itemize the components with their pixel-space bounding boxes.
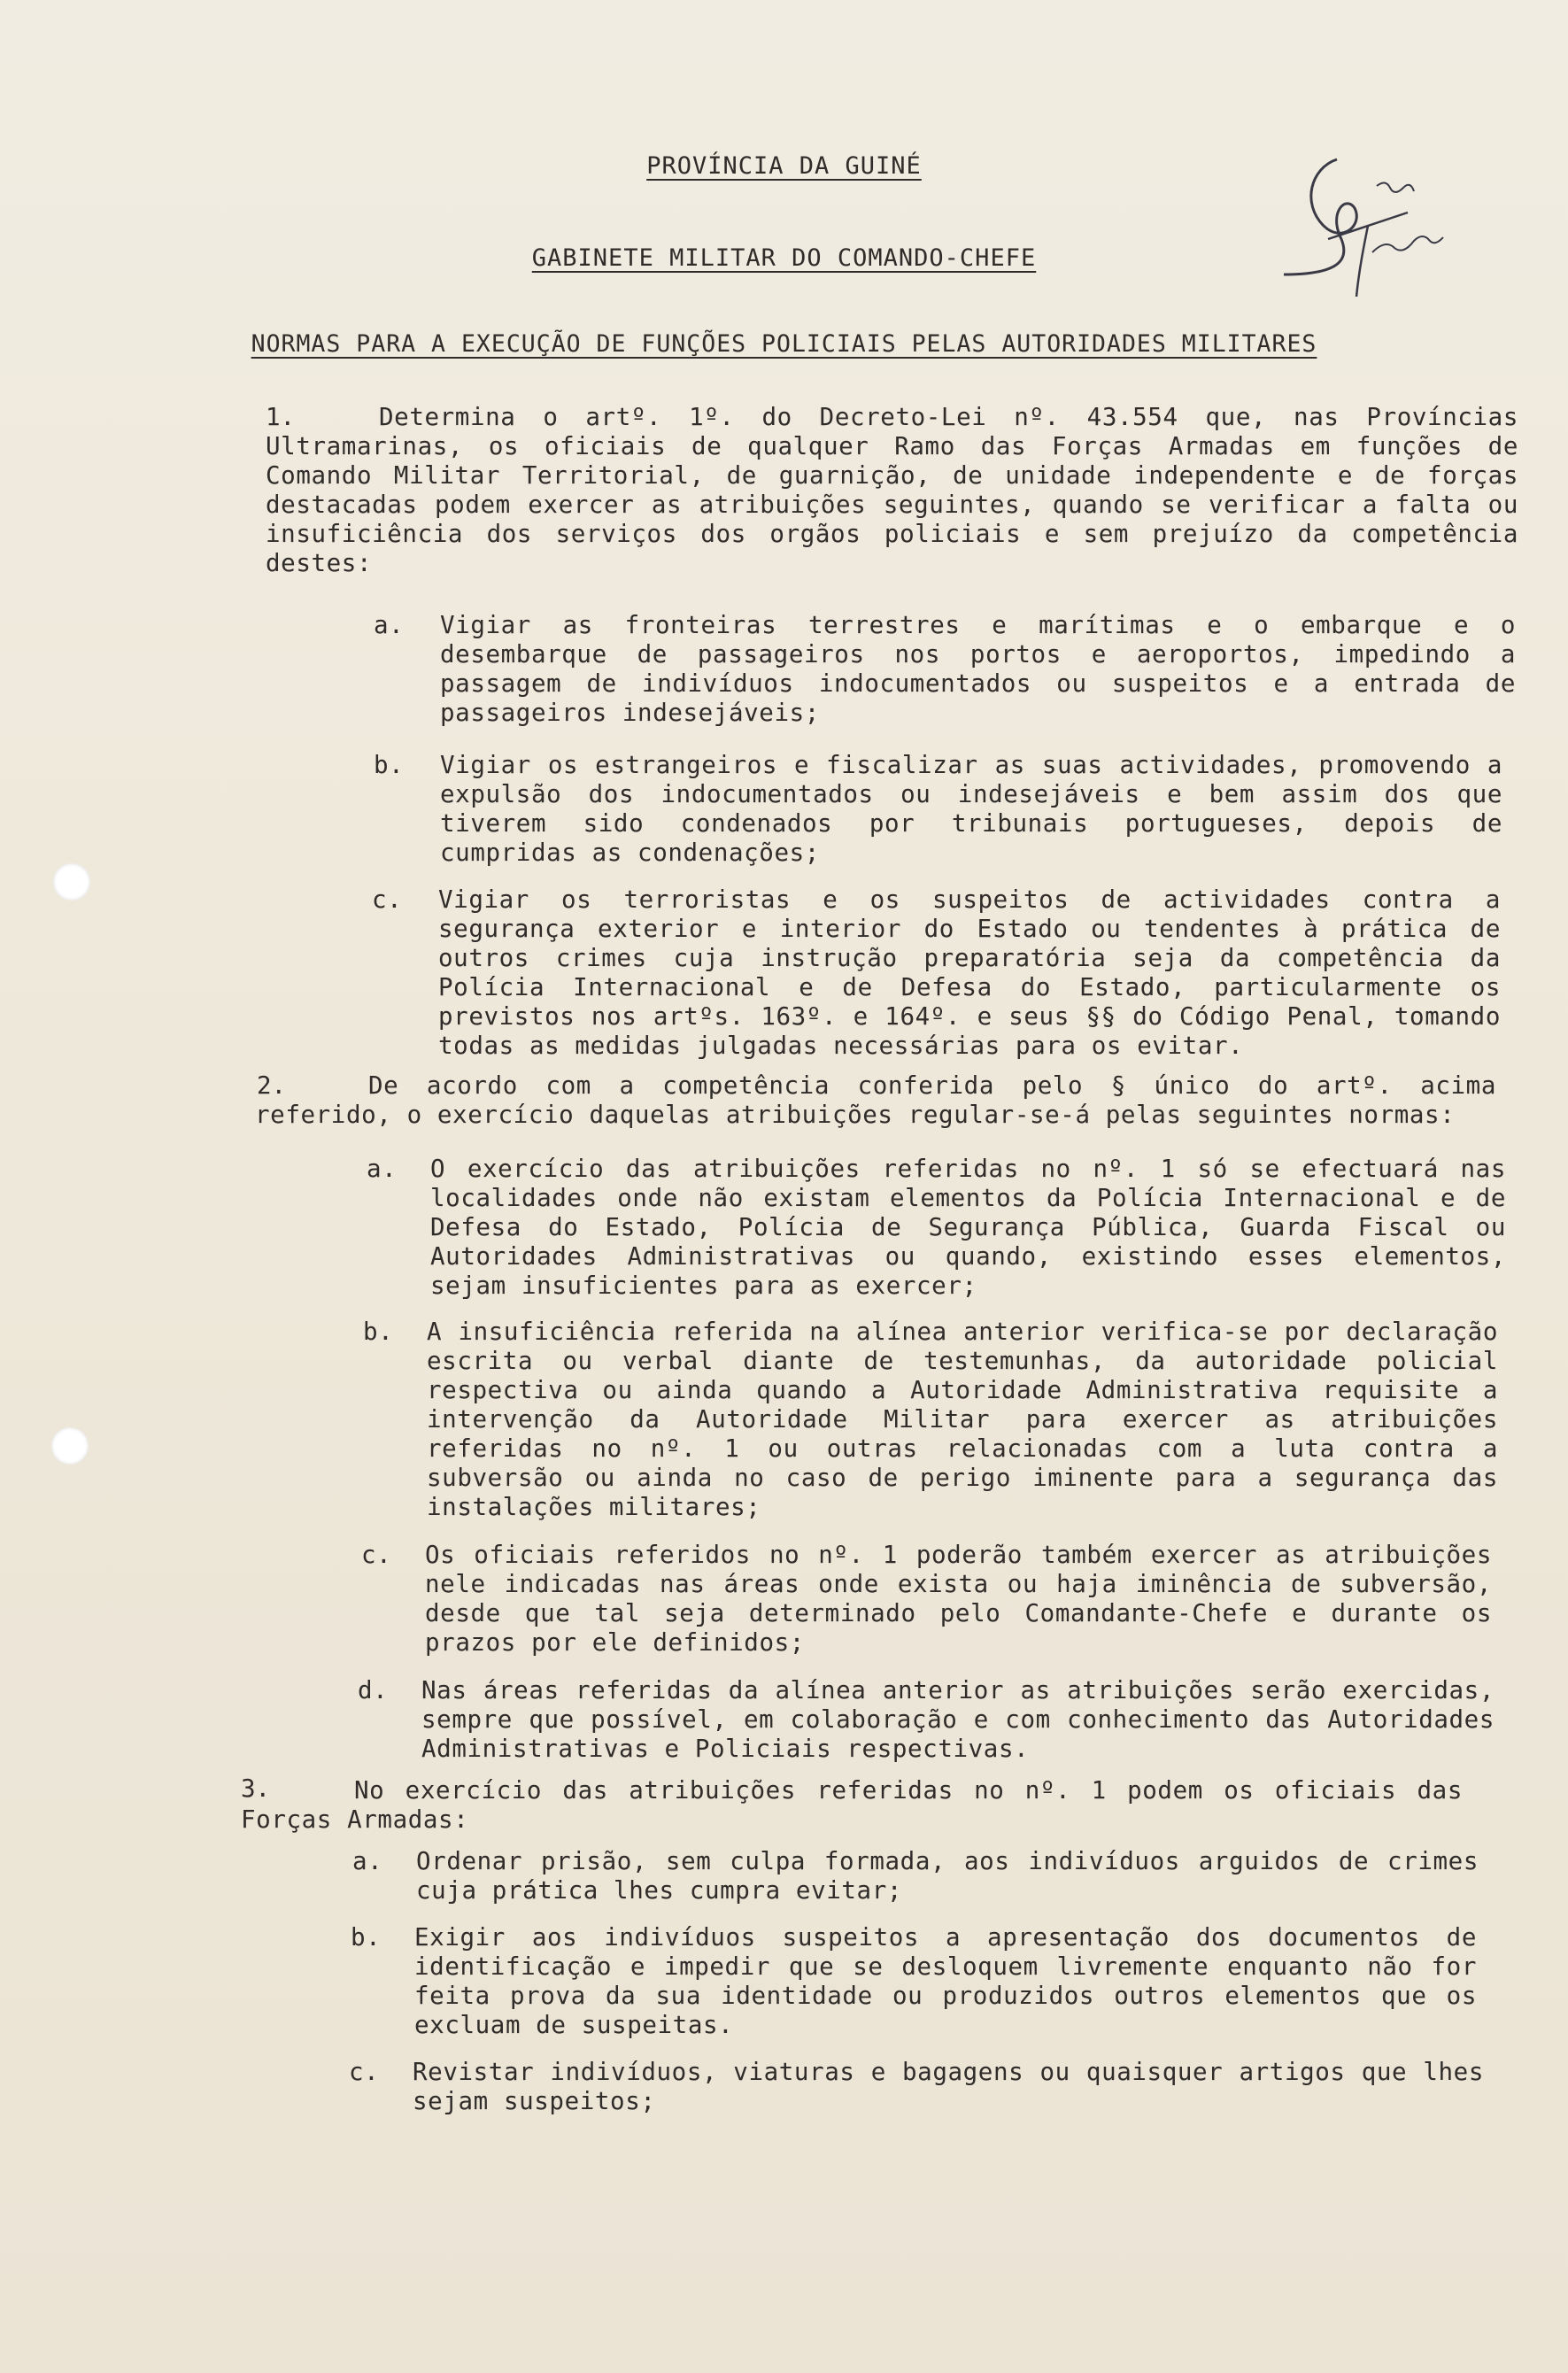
punch-hole	[53, 863, 90, 901]
section-2-number: 2.	[257, 1071, 287, 1100]
document-page: PROVÍNCIA DA GUINÉ GABINETE MILITAR DO COMANDO-CHEFE NORMAS PARA A EXECUÇÃO DE FUNÇÕES POLICIAIS PELAS AUTORIDADES MILITARES 1. Determina o artº. 1º. do Decreto-Lei nº. 43.554 que, nas Províncias Ultramarinas, os oficiais de qualquer Ramo das Forças Armadas em funções de Comando Militar Territorial, de guarnição, de unidade independente e de forças destacadas podem exercer as atribuições seguintes, quando se verificar a falta ou insuficiência dos serviços dos orgãos policiais e sem prejuízo da competência destes: a. Vigiar as fronteiras terrestres e marítimas e o embarque e o desembarque de passageiros nos portos e aeroportos, impedindo a passagem de indivíduos indocumentados ou suspeitos e a entrada de passageiros indesejáveis; b. Vigiar os estrangeiros e fiscalizar as suas actividades, promovendo a expulsão dos indocumentados ou indesejáveis e bem assim dos que tiverem sido condenados por tribunais portugueses, depois de cumpridas as condenações; c. Vigiar os terroristas e os suspeitos de actividades contra a segurança exterior e interior do Estado ou tendentes à prática de outros crimes cuja instrução preparatória seja da competência da Polícia Internacional e de Defesa do Estado, particularmente os previstos nos artºs. 163º. e 164º. e seus §§ do Código Penal, tomando todas as medidas julgadas necessárias para os evitar. 2. De acordo com a competência conferida pelo § único do artº. acima referido, o exercício daquelas atribuições regular-se-á pelas seguintes normas: a. O exercício das atribuições referidas no nº. 1 só se efectuará nas localidades onde não existam elementos da Polícia Internacional e de Defesa do Estado, Polícia de Segurança Pública, Guarda Fiscal ou Autoridades Administrativas ou quando, existindo esses elementos, sejam insuficientes para as exercer; b. A insuficiência referida na alínea anterior verifica-se por declaração escrita ou verbal diante de testemunhas, da autoridade policial respectiva ou ainda quando a Autoridade Administrativa requisite a intervenção da Autoridade Militar para exercer as atribuições referidas no nº. 1 ou outras relacionadas com a luta contra a subversão ou ainda no caso de perigo iminente para a segurança das instalações militares; c. Os oficiais referidos no nº. 1 poderão também exercer as atribuições nele indicadas nas áreas onde exista ou haja iminência de subversão, desde que tal seja determinado pelo Comandante-Chefe e durante os prazos por ele definidos; d. Nas áreas referidas da alínea anterior as atribuições serão exercidas, sempre que possível, em colaboração e com conhecimento das Autoridades Administrativas e Policiais respectivas. 3. No exercício das atribuições referidas no nº. 1 podem os oficiais das Forças Armadas: a. Ordenar prisão, sem culpa formada, aos indivíduos arguidos de crimes cuja prática lhes cumpra evitar; b. Exigir aos indivíduos suspeitos a apresentação dos documentos de identificação e impedir que se desloquem livremente enquanto não for feita prova da sua identidade ou produzidos outros elementos que os excluam de suspeitas. c. Revistar indivíduos, viaturas e bagagens ou quaisquer artigos que lhes sejam suspeitos;	[0, 0, 1568, 2373]
section-1-number: 1.	[266, 403, 296, 431]
section-3-number: 3.	[241, 1774, 271, 1803]
section-3-intro: No exercício das atribuições referidas no nº. 1 podem os oficiais das Forças Armadas:	[241, 1776, 1463, 1834]
section-1-intro: Determina o artº. 1º. do Decreto-Lei nº. 43.554 que, nas Províncias Ultramarinas, os oficiais de qualquer Ramo das Forças Armadas em funções de Comando Militar Territorial, de guarnição, de unidade independente e de forças destacadas podem exercer as atribuições seguintes, quando se verificar a falta ou insuficiência dos serviços dos orgãos policiais e sem prejuízo da competência destes:	[266, 403, 1518, 577]
office-heading: GABINETE MILITAR DO COMANDO-CHEFE	[531, 244, 1037, 272]
punch-hole	[51, 1427, 89, 1465]
section-2-intro: De acordo com a competência conferida pelo § único do artº. acima referido, o exercício daquelas atribuições regular-se-á pelas seguintes normas:	[255, 1071, 1496, 1129]
handwritten-signature	[1275, 142, 1505, 301]
document-title: NORMAS PARA A EXECUÇÃO DE FUNÇÕES POLICIAIS PELAS AUTORIDADES MILITARES	[251, 330, 1317, 358]
province-heading: PROVÍNCIA DA GUINÉ	[646, 152, 922, 180]
